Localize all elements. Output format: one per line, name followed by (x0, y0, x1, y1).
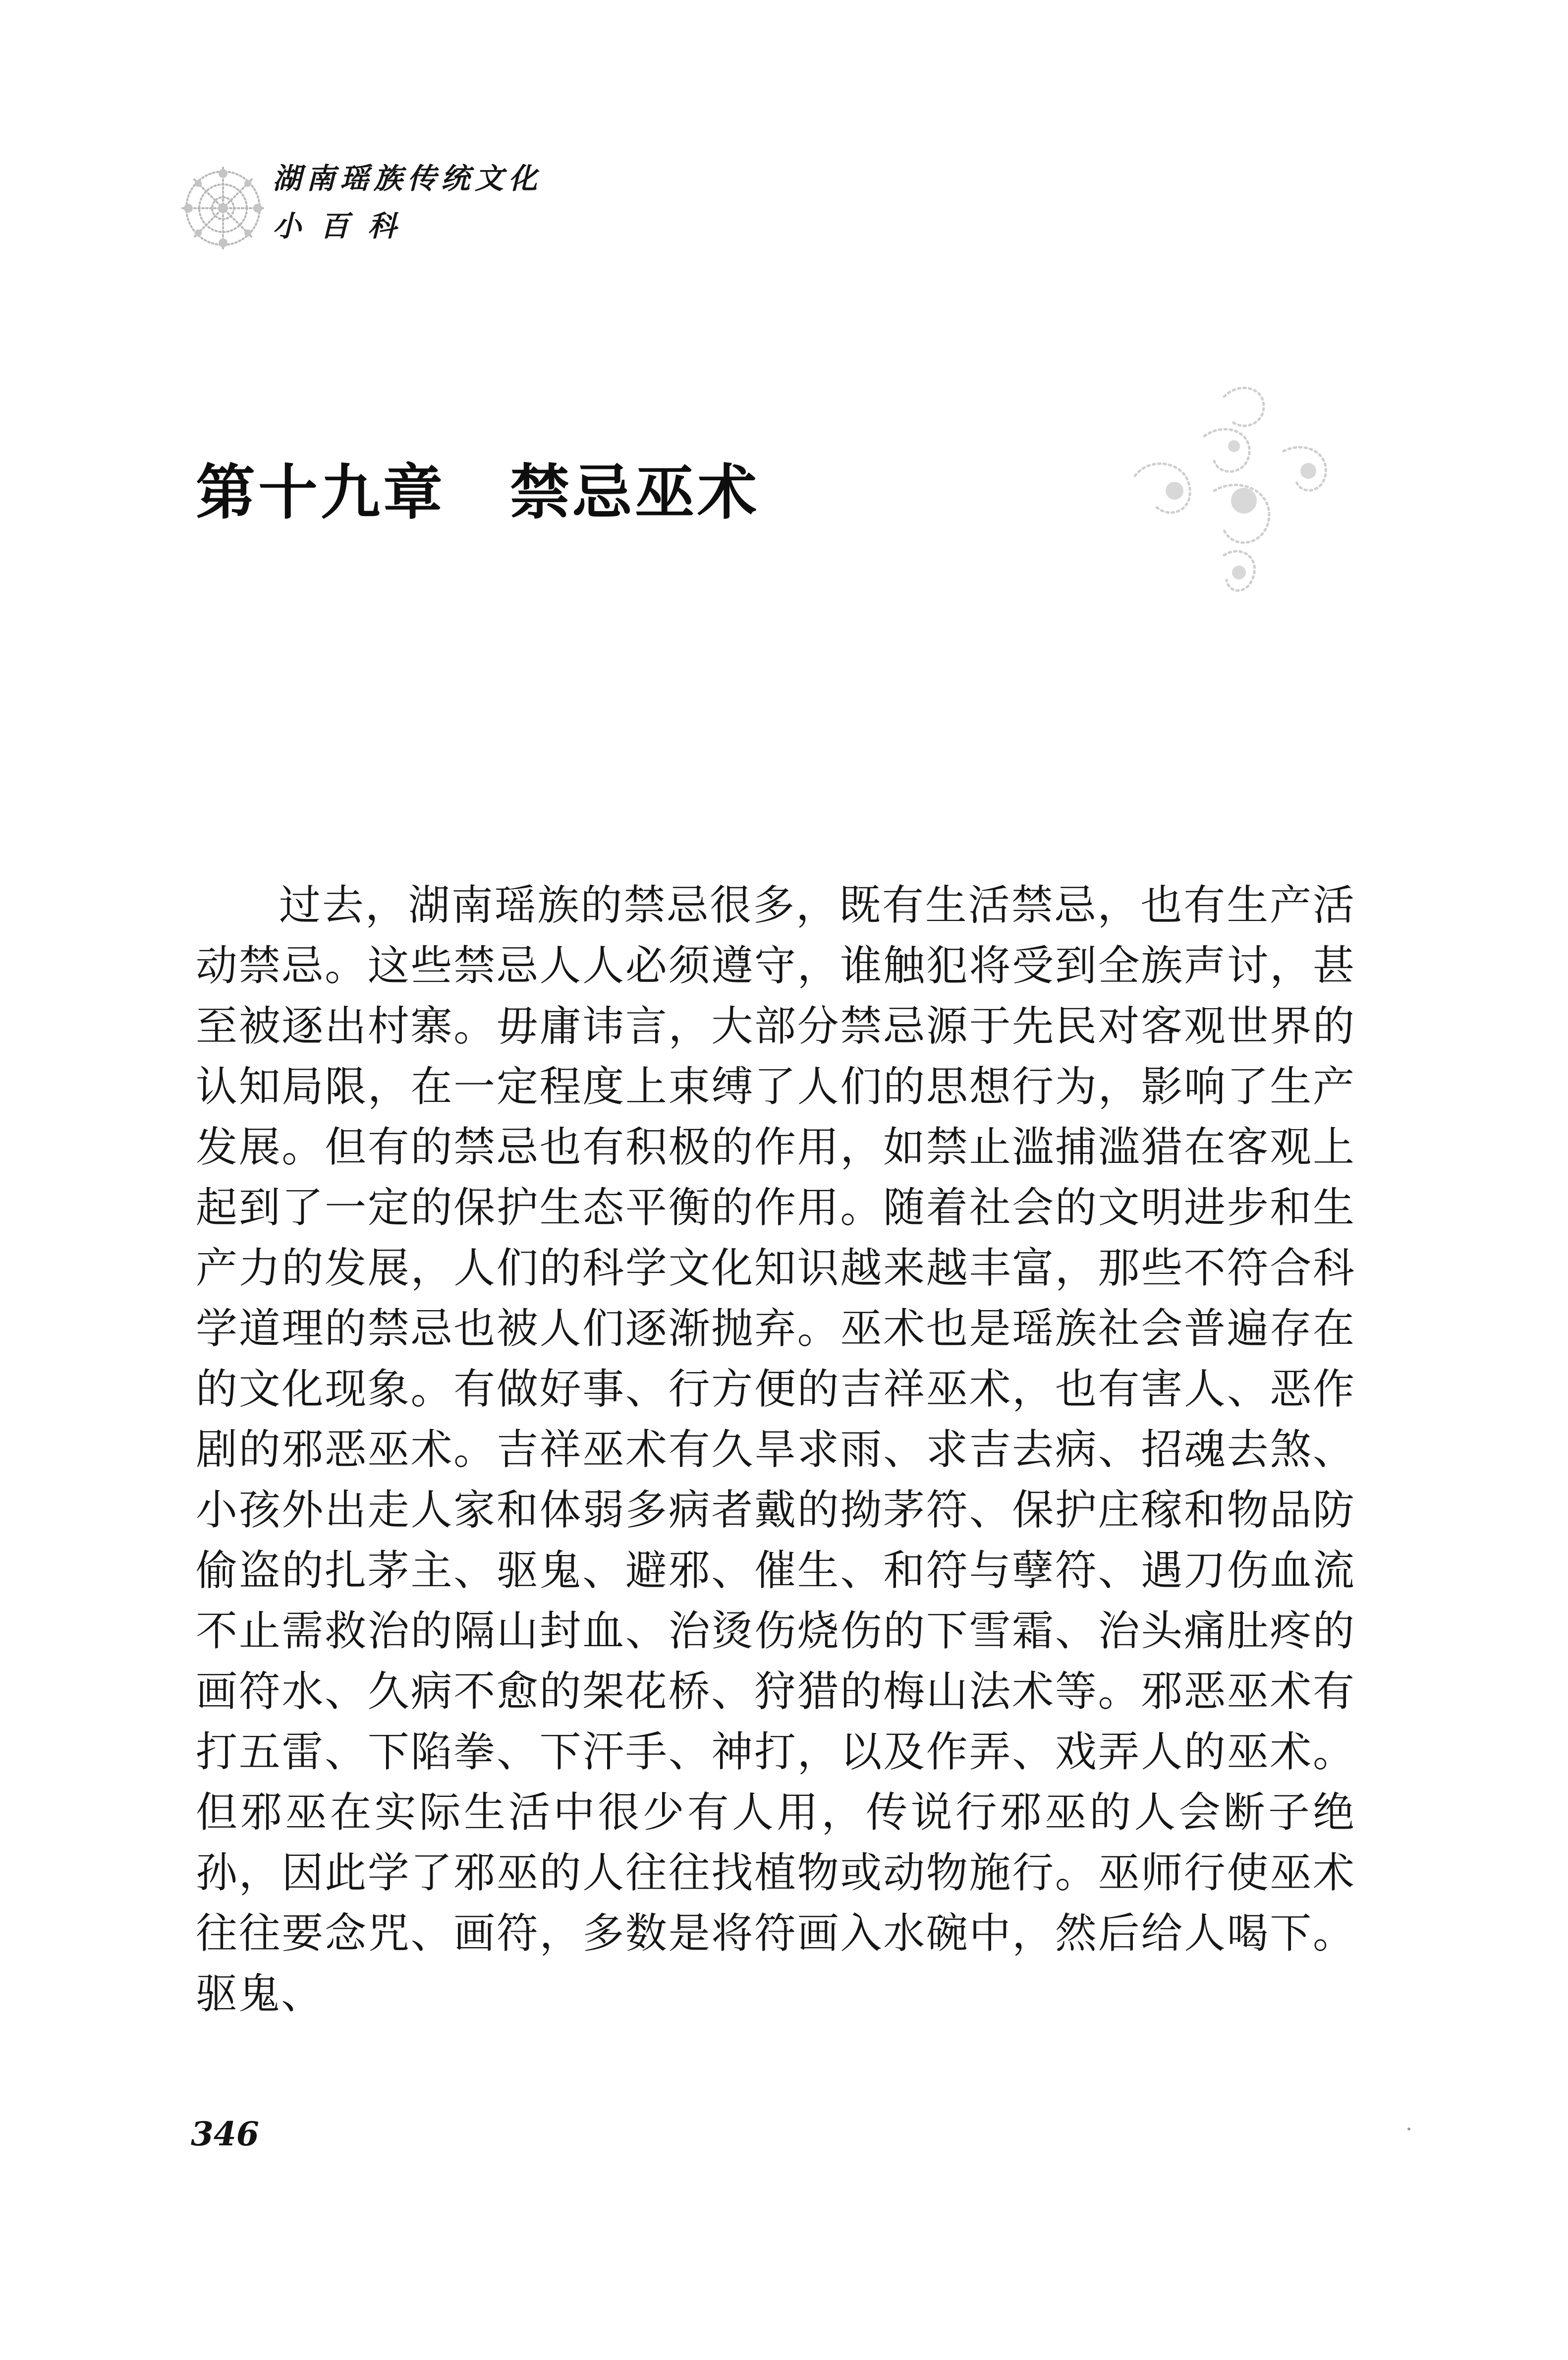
chapter-number: 第十九章 (196, 459, 446, 527)
chapter-title (196, 454, 760, 533)
series-subtitle: 小百科 (273, 209, 416, 243)
series-title: 湖南瑶族传统文化 (273, 162, 543, 195)
cloud-pattern-icon (1075, 377, 1353, 625)
running-header (173, 159, 619, 258)
body-text (196, 875, 1355, 2024)
scan-speck (1407, 2128, 1410, 2130)
snowflake-pattern-icon (173, 159, 273, 258)
page-number: 346 (191, 2115, 259, 2153)
chapter-name: 禁忌巫术 (510, 459, 760, 527)
body-paragraph: 过去，湖南瑶族的禁忌很多，既有生活禁忌，也有生产活动禁忌。这些禁忌人人必须遵守，谁触犯将受到全族声讨，甚至被逐出村寨。毋庸讳言，大部分禁忌源于先民对客观世界的认知局限，在一定程度上束缚了人们的思想行为，影响了生产发展。但有的禁忌也有积极的作用，如禁止滥捕滥猎在客观上起到了一定的保护生态平衡的作用。随着社会的文明进步和生产力的发展，人们的科学文化知识越来越丰富，那些不符合科学道理的禁忌也被人们逐渐抛弃。巫术也是瑶族社会普遍存在的文化现象。有做好事、行方便的吉祥巫术，也有害人、恶作剧的邪恶巫术。吉祥巫术有久旱求雨、求吉去病、招魂去煞、小孩外出走人家和体弱多病者戴的拗茅符、保护庄稼和物品防偷盗的扎茅主、驱鬼、避邪、催生、和符与孽符、遇刀伤血流不止需救治的隔山封血、治烫伤烧伤的下雪霜、治头痛肚疼的画符水、久病不愈的架花桥、狩猎的梅山法术等。邪恶巫术有打五雷、下陷拳、下汗手、神打，以及作弄、戏弄人的巫术。但邪巫在实际生活中很少有人用，传说行邪巫的人会断子绝孙，因此学了邪巫的人往往找植物或动物施行。巫师行使巫术往往要念咒、画符，多数是将符画入水碗中，然后给人喝下。驱鬼、 (196, 881, 1355, 2018)
